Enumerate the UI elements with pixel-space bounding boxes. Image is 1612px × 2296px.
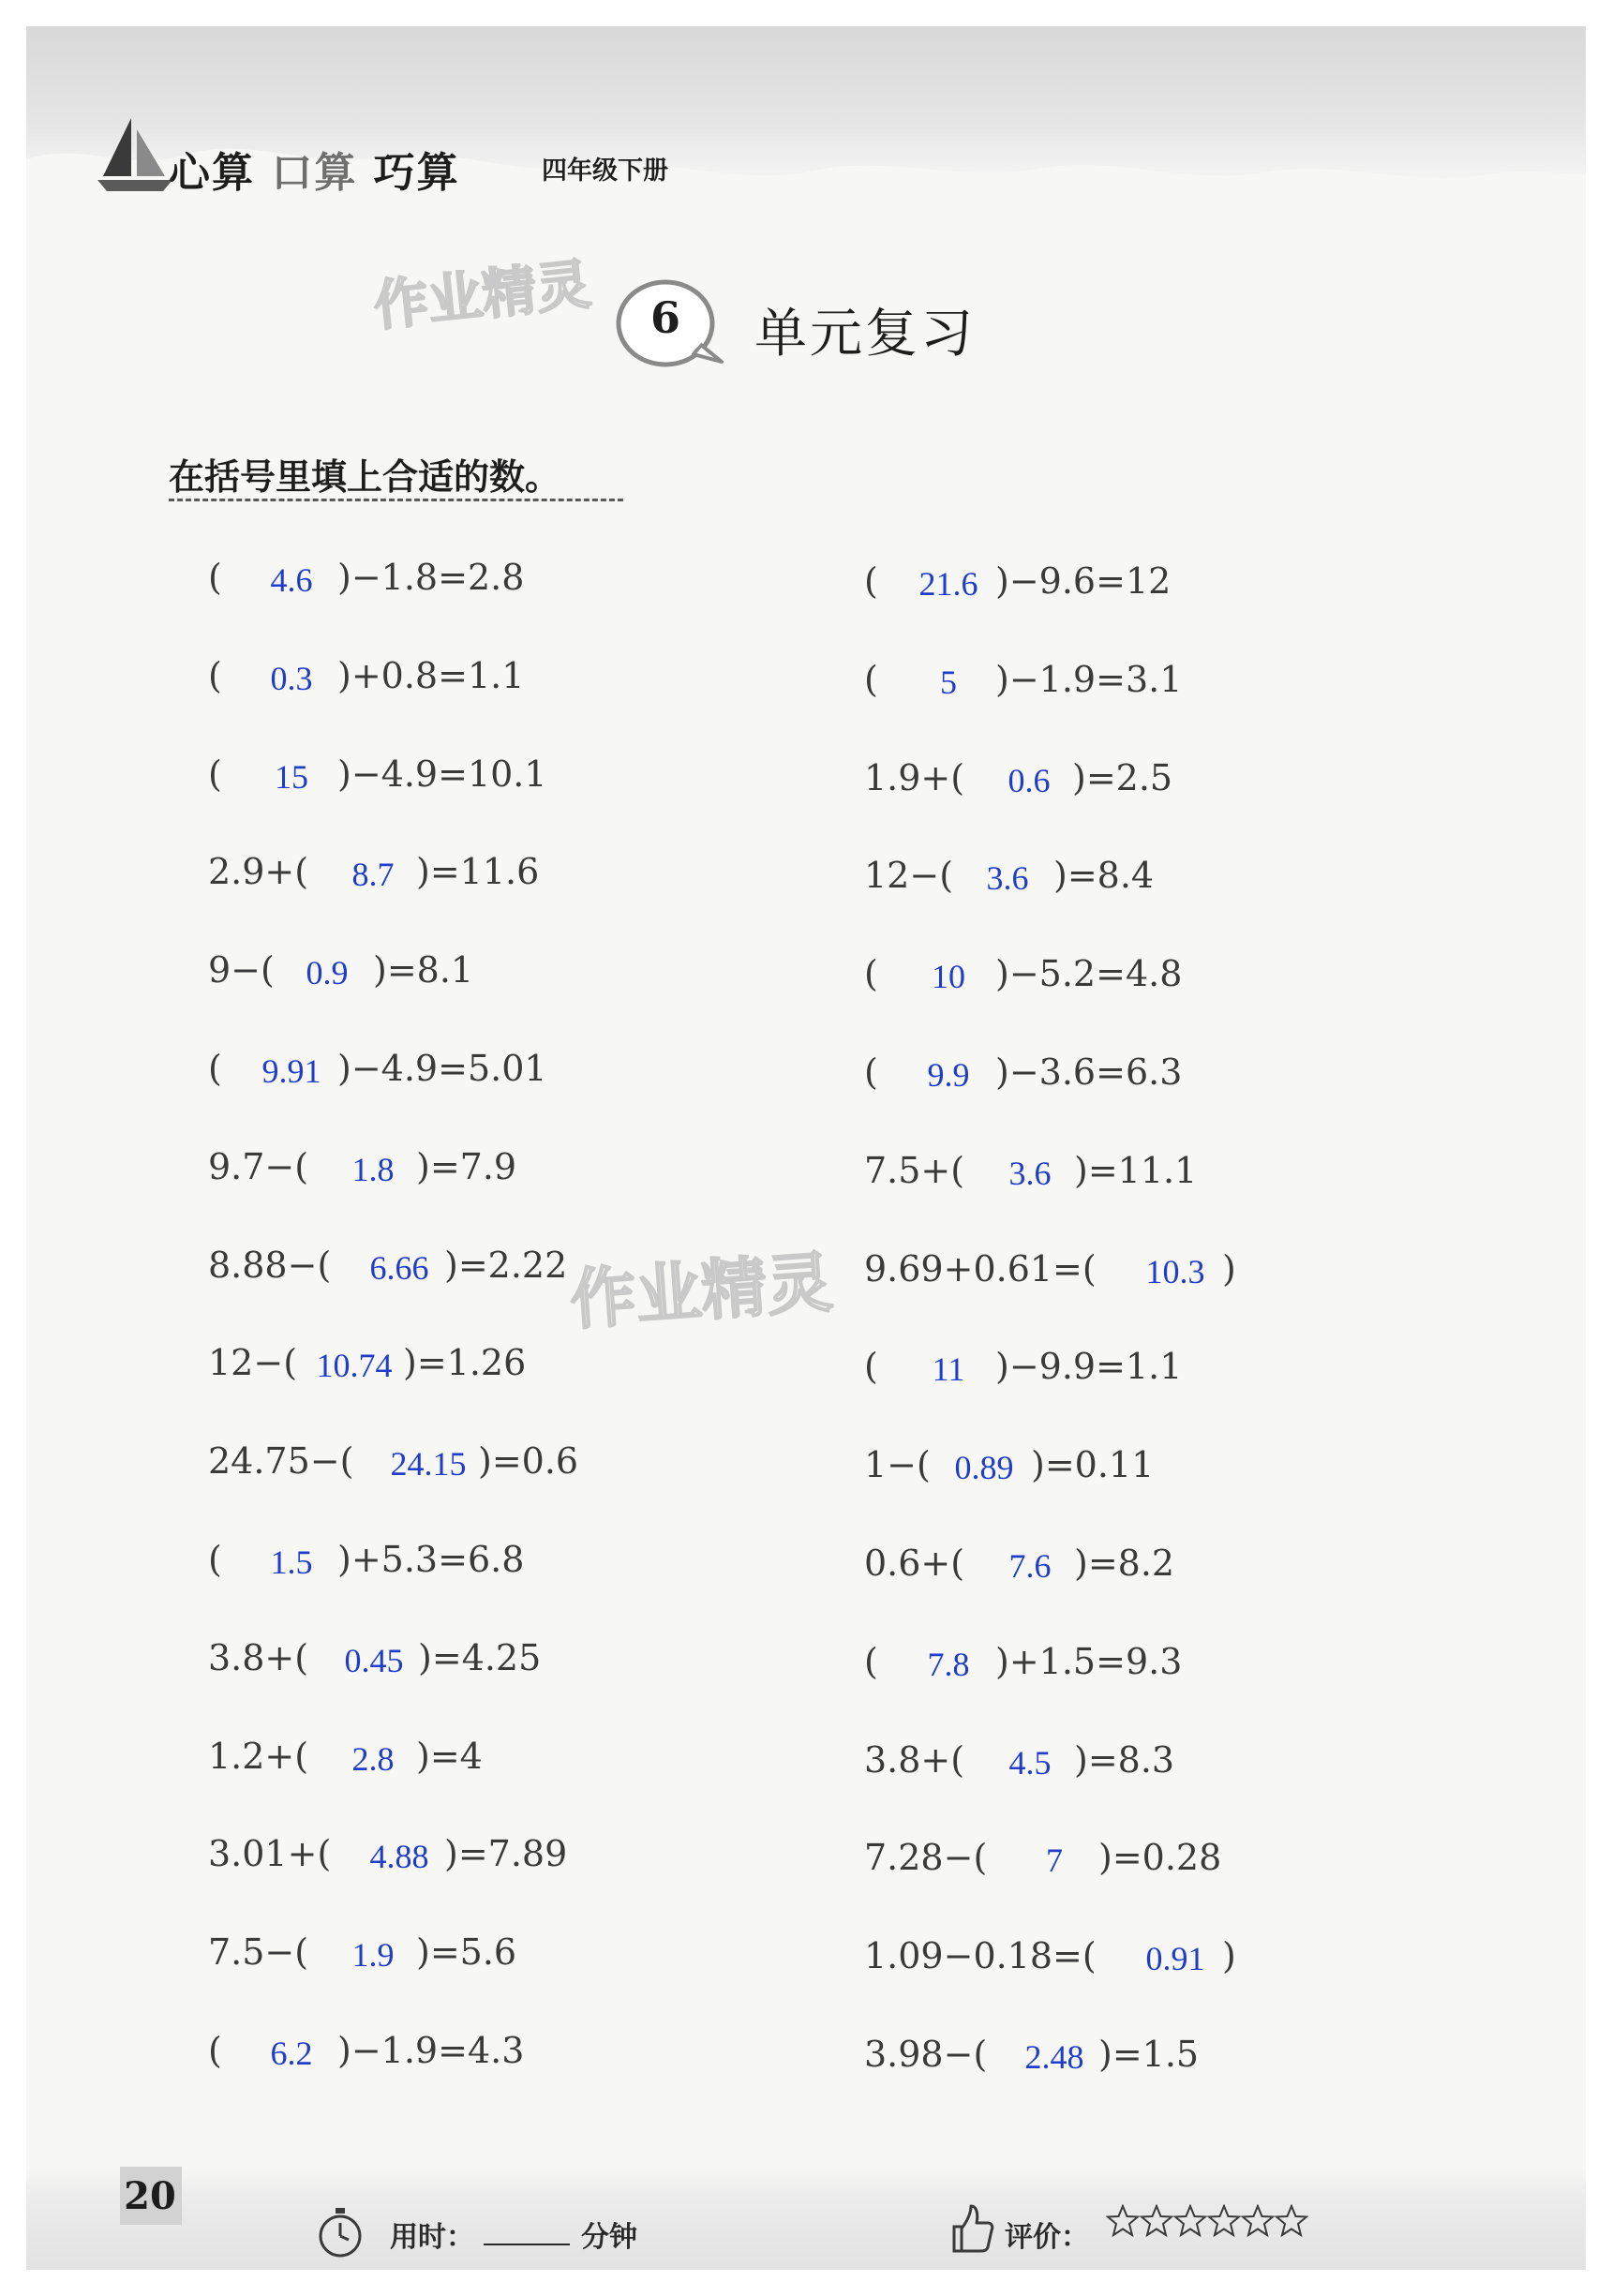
answer-fill[interactable]: 2.48 [1024,2038,1084,2076]
equation-text: )=11.6 [416,851,540,893]
equation-text: )+5.3=6.8 [337,1539,525,1580]
equation-text: ( [208,2030,222,2071]
equation-row [208,655,524,702]
equation-row [208,1342,526,1389]
equation-text: ( [864,658,878,700]
equation-row [864,560,1171,607]
equation-row [864,1543,1174,1589]
equation-row [864,1444,1154,1491]
equation-text: )=8.1 [373,949,474,991]
stopwatch-icon [315,2206,366,2259]
answer-fill[interactable]: 9.9 [927,1056,970,1094]
equation-text: ( [208,654,222,696]
equation-text: ( [864,1346,878,1388]
equation-text: ( [864,1640,878,1682]
equation-text: 3.98−( [864,2034,988,2075]
thumbs-up-icon [947,2200,995,2257]
equation-row [864,1837,1221,1884]
equation-row [864,659,1182,706]
instruction-underline [169,499,623,501]
answer-fill[interactable]: 0.9 [306,954,349,992]
equation-text: )+1.5=9.3 [995,1640,1183,1682]
rating-stars[interactable] [1106,2204,1308,2251]
equation-text: 1.2+( [208,1735,309,1777]
equation-row [864,757,1172,804]
answer-fill[interactable]: 10 [932,958,965,996]
answer-fill[interactable]: 0.91 [1145,1940,1205,1978]
equation-row [208,1440,578,1487]
answer-fill[interactable]: 7.8 [927,1645,970,1683]
star-icon[interactable] [1241,2204,1275,2238]
equation-text: 7.28−( [864,1837,988,1879]
footer-band [26,2167,1586,2270]
equation-row [208,851,539,898]
equation-row [864,1739,1174,1786]
watermark-middle: 作业精灵 [567,1244,835,1339]
equation-text: )=4.25 [418,1636,542,1678]
equation-text: 0.6+( [864,1543,965,1584]
answer-fill[interactable]: 3.6 [986,859,1029,898]
answer-fill[interactable]: 10.3 [1145,1252,1205,1290]
equation-text: ( [864,1051,878,1093]
answer-fill[interactable]: 4.88 [369,1838,429,1876]
equation-row [864,1935,1236,1982]
equation-row [864,1150,1197,1197]
equation-text: 1−( [864,1444,931,1486]
equation-text: )+0.8=1.1 [337,654,525,696]
time-unit-label: 分钟 [581,2221,637,2254]
equation-text: )=2.5 [1072,756,1173,798]
equation-row [208,1833,567,1880]
brand-title [169,139,460,195]
equation-text: 9.7−( [208,1145,309,1187]
equation-row [208,1736,483,1782]
star-icon[interactable] [1207,2204,1241,2238]
equation-text: )=8.3 [1074,1738,1175,1781]
equation-text: )=4 [416,1735,483,1777]
equation-row [864,1051,1182,1098]
equation-text: )=8.2 [1074,1543,1175,1584]
answer-fill[interactable]: 1.8 [351,1150,395,1188]
equation-text: )−1.9=4.3 [337,2030,525,2071]
instruction-text: 在括号里填上合适的数。 [169,456,561,498]
equation-text: )=11.1 [1074,1149,1198,1191]
equation-text: )=5.6 [416,1931,517,1974]
equation-text: 3.8+( [864,1738,965,1781]
equation-text: 9−( [208,949,275,991]
answer-fill[interactable]: 0.45 [344,1641,404,1679]
equation-text: )=7.9 [416,1145,517,1187]
equation-text: )−9.9=1.1 [995,1346,1183,1388]
unit-number: 6 [649,292,680,343]
equation-text: 8.88−( [208,1244,332,1286]
equation-text: 12−( [208,1342,298,1384]
equation-text: ( [864,560,878,602]
equation-row [864,1641,1182,1688]
grade-label: 四年级下册 [542,157,668,186]
answer-fill[interactable]: 15 [275,757,308,796]
equation-row [208,1146,516,1193]
equation-text: 3.8+( [208,1636,309,1678]
equation-row [864,1346,1182,1393]
equation-row [208,1245,567,1291]
equation-text: 7.5−( [208,1931,309,1974]
equation-text: 9.69+0.61=( [864,1247,1097,1290]
equation-text: ) [1222,1247,1236,1290]
equation-text: 2.9+( [208,851,309,893]
brand-word-2: 口算 [271,149,358,197]
equation-row [208,1048,547,1095]
equation-text: )=2.22 [444,1244,568,1286]
time-used-blank[interactable] [484,2244,570,2245]
equation-row [208,1637,541,1684]
equation-row [208,949,473,996]
star-icon[interactable] [1275,2204,1308,2238]
answer-fill[interactable]: 1.9 [351,1936,395,1975]
equation-text: )=0.28 [1098,1837,1222,1879]
equation-text: 12−( [864,855,954,897]
equation-text: 7.5+( [864,1149,965,1191]
answer-fill[interactable]: 7 [1046,1841,1063,1880]
equation-text: ( [208,753,222,795]
answer-fill[interactable]: 10.74 [316,1347,393,1385]
answer-fill[interactable]: 4.5 [1008,1743,1052,1782]
unit-title: 单元复习 [754,304,976,365]
answer-fill[interactable]: 6.2 [270,2035,313,2072]
equation-row [864,2034,1199,2080]
answer-fill[interactable]: 0.3 [270,659,313,697]
equation-row [864,953,1182,1000]
watermark-top: 作业精灵 [370,252,594,338]
brand-word-3: 巧算 [373,149,460,197]
equation-text: )−4.9=5.01 [337,1048,547,1089]
star-icon[interactable] [1106,2204,1140,2238]
equation-row [208,1931,516,1978]
answer-fill[interactable]: 5 [940,663,957,701]
equation-row [208,1539,524,1586]
time-used-label: 用时： [390,2221,474,2254]
rating-label: 评价： [1005,2221,1089,2254]
answer-fill[interactable]: 1.5 [270,1543,313,1581]
equation-text: 1.9+( [864,756,965,798]
equation-text: )=0.11 [1031,1444,1155,1486]
equation-text: 3.01+( [208,1833,332,1875]
equation-text: )−1.8=2.8 [337,557,525,598]
page-number: 20 [124,2174,176,2218]
equation-text: ( [864,953,878,995]
sailboat-icon [94,111,178,195]
equation-text: ( [208,1048,222,1089]
equation-text: ( [208,1539,222,1580]
equation-text: )−5.2=4.8 [995,953,1183,995]
answer-fill[interactable]: 6.66 [369,1248,429,1287]
equation-text: )=1.26 [403,1342,527,1384]
brand-word-1: 心算 [169,149,255,197]
answer-fill[interactable]: 0.6 [1008,761,1051,799]
equation-text: 1.09−0.18=( [864,1935,1097,1977]
equation-text: )−3.6=6.3 [995,1051,1183,1093]
star-icon[interactable] [1173,2204,1207,2238]
answer-fill[interactable]: 8.7 [351,856,395,894]
equation-row [208,753,547,800]
equation-text: )−9.6=12 [995,560,1172,602]
answer-fill[interactable]: 2.8 [351,1739,395,1778]
equation-text: )=8.4 [1053,855,1155,897]
equation-text: )=1.5 [1098,2034,1200,2075]
equation-row [864,855,1154,902]
equation-text: )−4.9=10.1 [337,753,547,795]
equation-row [864,1248,1236,1295]
equation-row [208,557,524,604]
equation-text: 24.75−( [208,1440,354,1483]
answer-fill[interactable]: 24.15 [390,1445,467,1483]
equation-text: ( [208,557,222,598]
equation-text: )−1.9=3.1 [995,658,1183,700]
answer-fill[interactable]: 21.6 [918,565,978,603]
equation-text: ) [1222,1935,1236,1977]
answer-fill[interactable]: 7.6 [1008,1547,1052,1585]
equation-row [208,2030,524,2077]
answer-fill[interactable]: 4.6 [270,561,313,599]
answer-fill[interactable]: 0.89 [954,1449,1014,1487]
answer-fill[interactable]: 11 [932,1350,965,1389]
answer-fill[interactable]: 9.91 [261,1052,321,1090]
answer-fill[interactable]: 3.6 [1008,1154,1052,1192]
equation-text: )=7.89 [444,1833,568,1875]
star-icon[interactable] [1140,2204,1173,2238]
equation-text: )=0.6 [478,1440,579,1483]
